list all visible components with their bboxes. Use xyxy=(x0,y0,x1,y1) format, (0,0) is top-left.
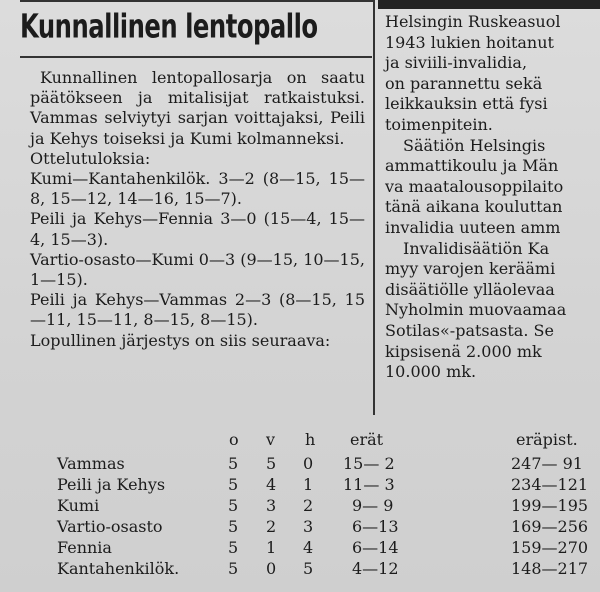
header-o: o xyxy=(229,430,239,449)
team-name: Peili ja Kehys xyxy=(57,475,166,494)
sets: 6—14 xyxy=(352,538,399,557)
right-line: Sotilas«-patsasta. Se xyxy=(385,320,554,340)
adjacent-article xyxy=(385,12,600,383)
set-points: 199—195 xyxy=(511,496,589,515)
header-v: v xyxy=(266,430,276,449)
table-row xyxy=(0,475,600,495)
wins: 3 xyxy=(266,496,277,515)
right-line: ammattikoulu ja Män xyxy=(385,156,559,176)
set-points: 234—121 xyxy=(511,475,589,494)
team-name: Vartio-osasto xyxy=(57,517,163,536)
wins: 2 xyxy=(266,517,277,536)
header-h: h xyxy=(305,430,316,449)
losses: 5 xyxy=(303,559,314,578)
wins: 5 xyxy=(266,454,277,473)
right-line: tänä aikana kouluttan xyxy=(385,197,563,217)
team-name: Kumi xyxy=(57,496,100,515)
right-line: Nyholmin muovaamaa xyxy=(385,300,567,320)
right-line: invalidia uuteen amm xyxy=(385,217,561,237)
right-line: 10.000 mk. xyxy=(385,362,477,382)
header-erapist: eräpist. xyxy=(516,430,578,449)
top-rule xyxy=(20,0,375,2)
right-line: kipsisenä 2.000 mk xyxy=(385,341,542,361)
right-line: Säätiön Helsingis xyxy=(403,135,546,155)
wins: 4 xyxy=(266,475,277,494)
article-body xyxy=(30,68,365,351)
right-line: va maatalousoppilaito xyxy=(385,176,564,196)
table-row xyxy=(0,538,600,558)
right-line: on parannettu sekä xyxy=(385,73,543,93)
results-label: Ottelutuloksia: xyxy=(30,148,151,168)
final-order-label: Lopullinen järjestys on siis seuraava: xyxy=(30,330,331,350)
losses: 2 xyxy=(303,496,314,515)
team-name: Fennia xyxy=(57,538,112,557)
right-line: toimenpitein. xyxy=(385,114,493,134)
set-points: 247— 91 xyxy=(511,454,583,473)
losses: 4 xyxy=(303,538,314,557)
played: 5 xyxy=(228,559,239,578)
table-row xyxy=(0,496,600,516)
played: 5 xyxy=(228,496,239,515)
sets: 9— 9 xyxy=(352,496,394,515)
team-name: Vammas xyxy=(57,454,125,473)
team-name: Kantahenkilök. xyxy=(57,559,180,578)
set-points: 159—270 xyxy=(511,538,589,557)
wins: 0 xyxy=(266,559,277,578)
table-row xyxy=(0,454,600,474)
headline-rule xyxy=(20,56,372,58)
losses: 1 xyxy=(303,475,314,494)
sets: 11— 3 xyxy=(343,475,395,494)
right-line: disäätiölle ylläolevaa xyxy=(385,279,555,299)
article-intro: Kunnallinen lentopallosarja on saatu päätökseen ja mitalisijat ratkaistuksi. Vammas selviytyi sarjan voittajaksi, Peili ja Kehys toiseksi ja Kumi kolmanneksi. xyxy=(30,68,365,148)
header-erat: erät xyxy=(350,430,384,449)
result-line: Vartio-osasto—Kumi 0—3 (9—15, 10—15, 1—15). xyxy=(30,249,365,290)
played: 5 xyxy=(228,475,239,494)
result-line: Peili ja Kehys—Fennia 3—0 (15—4, 15—4, 15—3). xyxy=(30,209,365,249)
played: 5 xyxy=(228,454,239,473)
table-row xyxy=(0,517,600,537)
losses: 3 xyxy=(303,517,314,536)
sets: 4—12 xyxy=(352,559,399,578)
result-line: Peili ja Kehys—Vammas 2—3 (8—15, 15—11, 15—11, 8—15, 8—15). xyxy=(30,290,365,330)
right-line: Invalidisäätiön Ka xyxy=(403,238,550,258)
right-column-header-bar xyxy=(378,0,600,9)
right-line: Helsingin Ruskeasuol xyxy=(385,12,561,31)
article-headline: Kunnallinen lentopallo xyxy=(20,8,318,46)
right-line: myy varojen keräämi xyxy=(385,259,556,279)
right-line: leikkauksin että fysi xyxy=(385,94,548,114)
sets: 15— 2 xyxy=(343,454,395,473)
wins: 1 xyxy=(266,538,277,557)
losses: 0 xyxy=(303,454,314,473)
set-points: 148—217 xyxy=(511,559,589,578)
set-points: 169—256 xyxy=(511,517,589,536)
sets: 6—13 xyxy=(352,517,399,536)
column-divider xyxy=(373,0,375,415)
table-row xyxy=(0,559,600,579)
right-line: ja siviili-invalidia, xyxy=(385,53,528,73)
played: 5 xyxy=(228,538,239,557)
played: 5 xyxy=(228,517,239,536)
standings-table xyxy=(0,420,600,592)
result-line: Kumi—Kantahenkilök. 3—2 (8—15, 15—8, 15—12, 14—16, 15—7). xyxy=(30,169,365,209)
right-line: 1943 lukien hoitanut xyxy=(385,32,554,52)
